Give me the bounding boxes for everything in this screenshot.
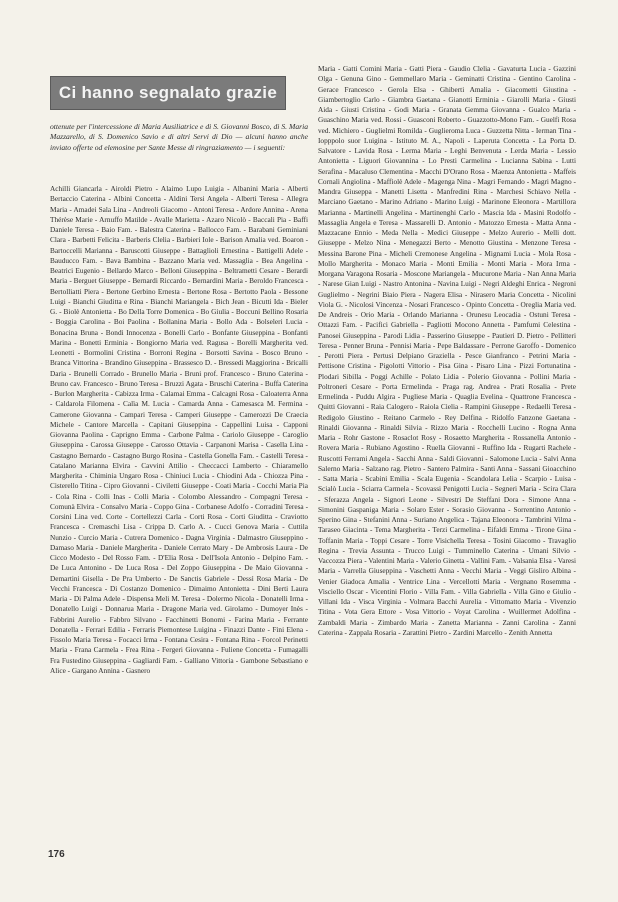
section-title-banner <box>50 76 286 110</box>
names-column-left: Achilli Giancarla - Airoldi Pietro - Alaimo Lupo Luigia - Albanini Maria - Alberti Bertaccio Caterina - Albini Concetta - Aldini Tersi Angela - Alberti Teresa - Allegra Maria - Amadei Sala Lina - Andreoli Giacomo - Antoni Teresa - Ardore Annina - Arena Thérèse Marie - Arnuffo Matilde - Avalle Marietta - Azaro Nicolò - Baccali Pia - Baffi Daniele Teresa - Baio Fam. - Balestra Caterina - Ballocco Fam. - Barabani Geminiani Clara - Barbetti Felicita - Barberis Clelia - Barbieri Iole - Barison Amalia ved. Boaron - Bartoccelli Marianna - Baruscotti Giuseppe - Battaglioli Ernestina - Battigelli Adele - Bauducco Fam. - Bava Bambina - Bazzano Maria ved. Massaglia - Bea Angelina - Beatrici Eugenio - Bellardo Marco - Belloni Giuseppina - Beltrametti Cesare - Berardi Maria - Berguet Giuseppe - Bernardi Riccardo - Bernardini Maria - Beroldo Francesca - Bertolliatti Piera - Bertone Gerbino Ernesta - Bertone Rosa - Bertotto Paola - Bessone Luigi - Bianchi Giuditta e Rina - Bianchi Mariangela - Bich Jean - Bicutti Ida - Bieler G. - Biolè Antonietta - Bo Della Torre Domenica - Bo Giulia - Boccuni Bellino Rosaria - Boggia Carolina - Boi Paolina - Bollanina Maria - Bollo Ada - Bolseleri Lucia - Bonacina Bruna - Bondi Innocenza - Bonelli Carlo - Bonfante Giuseppina - Bonfanti Marina - Bonetti Erminia - Bongiorno Maria ved. Ragusa - Borelli Margherita ved. Leonetti - Bormolini Cristina - Borroni Regina - Borsotti Savina - Bosco Bruno - Branca Vittorina - Brandino Giuseppina - Brassesco D. - Bressedi Maggiorina - Bricalli Daria - Brunelli Corrado - Brunello Maria - Bruni prof. Francesco - Bruno Caterina - Bruno cav. Francesco - Bruno Teresa - Bruzzi Agata - Bruschi Caterina - Buffa Caterina - Burlon Margherita - Cabizza Irma - Calamai Emma - Calcagni Rosa - Caloaterra Anna - Caldarola Filomena - Calìa M. Lucia - Camarda Anna - Camesasca M. Fermina - Camerone Giovanna - Campari Teresa - Camperi Giuseppe - Camerozzi De Craecia Michele - Cantore Marcella - Capitani Giuseppina - Cappellini Luisa - Capponi Giovanna Paolina - Caprigno Emma - Carbone Palma - Cariolo Giuseppe - Caroglio Giuseppina - Carossa Giuseppe - Carosso Ottavia - Carpanoni Marisa - Casella Lina - Castagno Bernardo - Castagno Burgo Rosina - Castella Gonella Fam. - Castelli Teresa - Catalano Marianna Elvira - Cavvini Attilio - Checcacci Lamberto - Chiaramello Margherita - Chiminia Ungaro Rosa - Chiniuci Lucia - Chiodini Ada - Chiozza Pina - Cisterello Titina - Cipro Giovanni - Civiletti Giuseppe - Coati Maria - Cocchi Maria Pia - Cola Rina - Colli Inas - Colli Maria - Colombo Alessandro - Compagni Teresa - Comunà Elvira - Consalvo Maria - Coppo Gina - Corbanese Adolfo - Corradini Teresa - Corsini Lina ved. Corte - Cortellezzi Carla - Corti Rosa - Corti Giuditta - Craviotto Francesca - Cremaschi Lisa - Crippa D. Carlo A. - Cucci Genova Maria - Cuttila Nunzio - Curcio Maria - Cutrera Domenico - Dagna Virginia - Dalmastro Giuseppino - Damaso Maria - Daniele Margherita - Daniele Cerrato Mary - De Ambrosis Laura - De Cicco Modesto - Del Rosso Fam. - D'Elia Rosa - Dell'Isola Antonio - Delpino Fam. - De Luca Antonino - De Luca Rosa - Del Zoppo Giuseppina - De Maio Giovanna - Demartini Gisella - De Pra Umberto - De Sanctis Gabriele - Dessì Rosa Maria - De Vecchi Francesca - Di Costanzo Domenico - Dimaimo Antonietta - Dini Berti Laura Maria - Di Palma Adele - Dispensa Meli M. Teresa - Dolermo Nicola - Donatelli Irma - Donatello Luigi - Donnarua Maria - Dragone Maria ved. Girolamo - Dumoyer Inès - Fabbrini Aurelio - Fabbro Silvano - Facchinetti Bonomi - Farina Maria - Ferrante Donatella - Ferrari Edilia - Ferraris Piemontese Luigina - Finazzi Dante - Fini Elena - Fissolo Maria Teresa - Focacci Irma - Fontana Cesira - Fontana Rina - Forcol Perinetti Maria - Frana Carmela - Frea Rina - Fergeri Giovanna - Fuliene Concetta - Fumagalli Fra Fustedino Giuseppina - Gagliardi Fam. - Galliano Vittoria - Gambone Sebastiano e Alice - Gargano Annina - Gasnero <box>50 184 308 675</box>
names-column-right: Maria - Gatti Comini Maria - Gatti Piera - Gaudio Clelia - Gavaturta Lucia - Gazzini Olga - Genuna Gino - Gemmellaro Maria - Geminatti Cristina - Gentino Carolina - Gerace Francesco - Gerola Elsa - Ghiberti Amalia - Giacometti Giustina - Giambertoglio Carlo - Giambra Gaetana - Gianotti Erminia - Giarolli Maria - Giusti Aida - Giusti Cristina - Godi Maria - Granata Gemma Giovanna - Gualco Maria - Guaschino Maria ved. Rossi - Guasconi Roberto - Guazzotto-Mono Fam. - Guelfi Rosa ved. Michiero - Guglielmi Romilda - Guglieroma Luca - Guzzetta Nitta - Ierman Tina - Iopppolo suor Luigina - Istituto M. A., Napoli - Laperuta Concetta - La Porta D. Salvatore - Lavida Rosa - Lerma Maria - Leghi Benvenuta - Lerda Maria - Lessio Antonietta - Liguori Giovannina - Lo Presti Carmelina - Lucianna Sabina - Lutti Serafina - Macaluso Clementina - Macchi D'Orano Rosa - Maenza Antonietta - Maffeis Cornali Angiolina - Maffiolè Adele - Magenga Nina - Magri Fernando - Magri Magno - Mandra Giuseppa - Manetti Lisetta - Manfredini Rina - Marchesi Schiavo Nella - Marciano Gaetano - Marino Adriano - Marino Luigi - Marinone Eleonora - Martillora Marianna - Martinelli Angelina - Martinenghi Carlo - Mascia Ida - Masini Rodolfo - Massaglia Angela e Teresa - Massarelli D. Antonio - Matozzo Ernesta - Matta Anna - Mazzacane Ennio - Meda Nella - Medici Giuseppe - Melzo Aurerio - Melli dott. Giuseppe - Melzo Nina - Menegazzi Berto - Menotto Giustina - Menzone Teresa - Messina Barone Pina - Micheli Cremonese Angelina - Mignami Lucia - Mola Rosa - Mollo Margherita - Monaco Maria - Monti Emilia - Monti Maria - Mora Irma - Morgana Varagona Rosaria - Moscone Mariangela - Mucurone Maria - Nan Anna Maria - Narese Gian Luigi - Nastro Antonina - Navina Luigi - Negri Aldeghi Enrica - Negroni Guglielmo - Negrini Biaio Piera - Nagera Elisa - Nirasero Maria Concetta - Nicolini Viola G. - Nicolosi Vincenza - Nosari Francesco - Opinto Concetta - Oreglia Maria ved. De Andreis - Orio Maria - Orlando Marianna - Orunesu Leocadia - Ostuni Teresa - Ottazzi Fam. - Pacifici Gabriella - Pagliotti Mocono Annetta - Pamfumi Celestina - Panosei Giuseppina - Parodi Lidia - Passerino Giuseppe - Pautieri D. Pietro - Pellitteri Teresa - Penner Bruna - Pennisi Maria - Pepe Baldassare - Perrone Garoffo - Domenico - Perotti Piera - Pertusi Delpiano Graziella - Pesce Gianfranco - Petrini Maria - Pettisone Cristina - Pigolotti Vittorio - Pisa Gina - Pisaro Lina - Pizzi Fortunatina - Plodari Sibilla - Poggi Achille - Polato Lidia - Polerio Giovanna - Pollini Maria - Poltroneri Cesare - Porta Ermelinda - Praga rag. Andrea - Prati Rosalia - Prete Ermelinda - Puddu Algira - Pugliese Maria - Quaglia Evelina - Quattrone Francesca - Quitti Giovanni - Raia Calogero - Raiola Cielia - Rampini Giuseppe - Redaelli Teresa - Redigolo Giustino - Reitano Carmelo - Rey Delfina - Ridolfo Fanzone Gaetana - Rinaldi Giovanna - Rinaldi Silvia - Rizzo Maria - Rocchelli Lucino - Rogna Anna Maria - Rohr Gastone - Rosaclot Rosy - Rosaetto Margherita - Rossanella Antonio - Rovera Maria - Rubiano Agostino - Ruella Giovanni - Ruffino Ida - Rugarti Rachele - Ruscotti Ferrami Angela - Sacchi Anna - Saldi Giovanni - Salomone Lucia - Salvi Anna Salerno Maria - Salzano rag. Pietro - Santero Palmira - Santi Anna - Sassani Gioacchino - Satta Maria - Scabini Emilia - Scala Eugenia - Scandolara Lelia - Scarpio - Luisa - Scialò Lucia - Sciarra Carmela - Scovassi Penigotti Lucia - Segneri Maria - Scira Clara - Sferazza Angela - Signori Leone - Silvestri De Steffani Dora - Simone Anna - Simonini Gaspaniga Maria - Solaro Ester - Sorasio Giovanna - Sorrentino Antonio - Sperino Gina - Stefanini Anna - Suriano Angelica - Tajana Eleonora - Tambrini Vilma - Taraseo Giacinta - Tema Margherita - Terzi Carmelina - Eifaldi Emma - Tirone Gina - Toffanin Maria - Toppi Cesare - Torre Visichella Teresa - Tosini Giacomo - Travaglio Regina - Trevia Assunta - Trucco Luigi - Tumminello Caterina - Umani Silvio - Vaccozza Piera - Valentini Maria - Valerio Ginetta - Vallini Fam. - Valsania Elsa - Varesi Maria - Varrella Giuseppina - Vaschetti Anna - Vecchi Maria - Veggi Gisliro Albina - Venier Giadoca Amalia - Ventrice Lina - Vercellotti Maria - Vergnano Rosemma - Visciello Oscar - Vicentini Florio - Villa Fam. - Villa Gabriella - Villa Gino e Giulio - Villani Ida - Visca Virginia - Volmara Bacchi Aurelia - Vittomatto Maria - Vivenzio Titina - Vota Gera Ettore - Vosa Vittorio - Voyat Carolina - Wuillermet Adolfina - Zambaldi Maria - Zimbardo Maria - Zanetta Marianna - Zanni Carolina - Zanni Caterina - Zappala Rosaria - Zarattini Pietro - Zardini Marcello - Zenith Annetta <box>318 64 576 637</box>
intro-text: ottenute per l'intercessione di Maria Ausiliatrice e di S. Giovanni Bosco, di S. Maria Mazzarello, di S. Domenico Savio e di altri Servi di Dio — alcuni hanno anche inviato offerte od elemosine per Sante Messe di ringraziamento — i seguenti: <box>50 122 308 152</box>
section-title: Ci hanno segnalato grazie <box>58 83 278 102</box>
page-number: 176 <box>48 849 65 860</box>
